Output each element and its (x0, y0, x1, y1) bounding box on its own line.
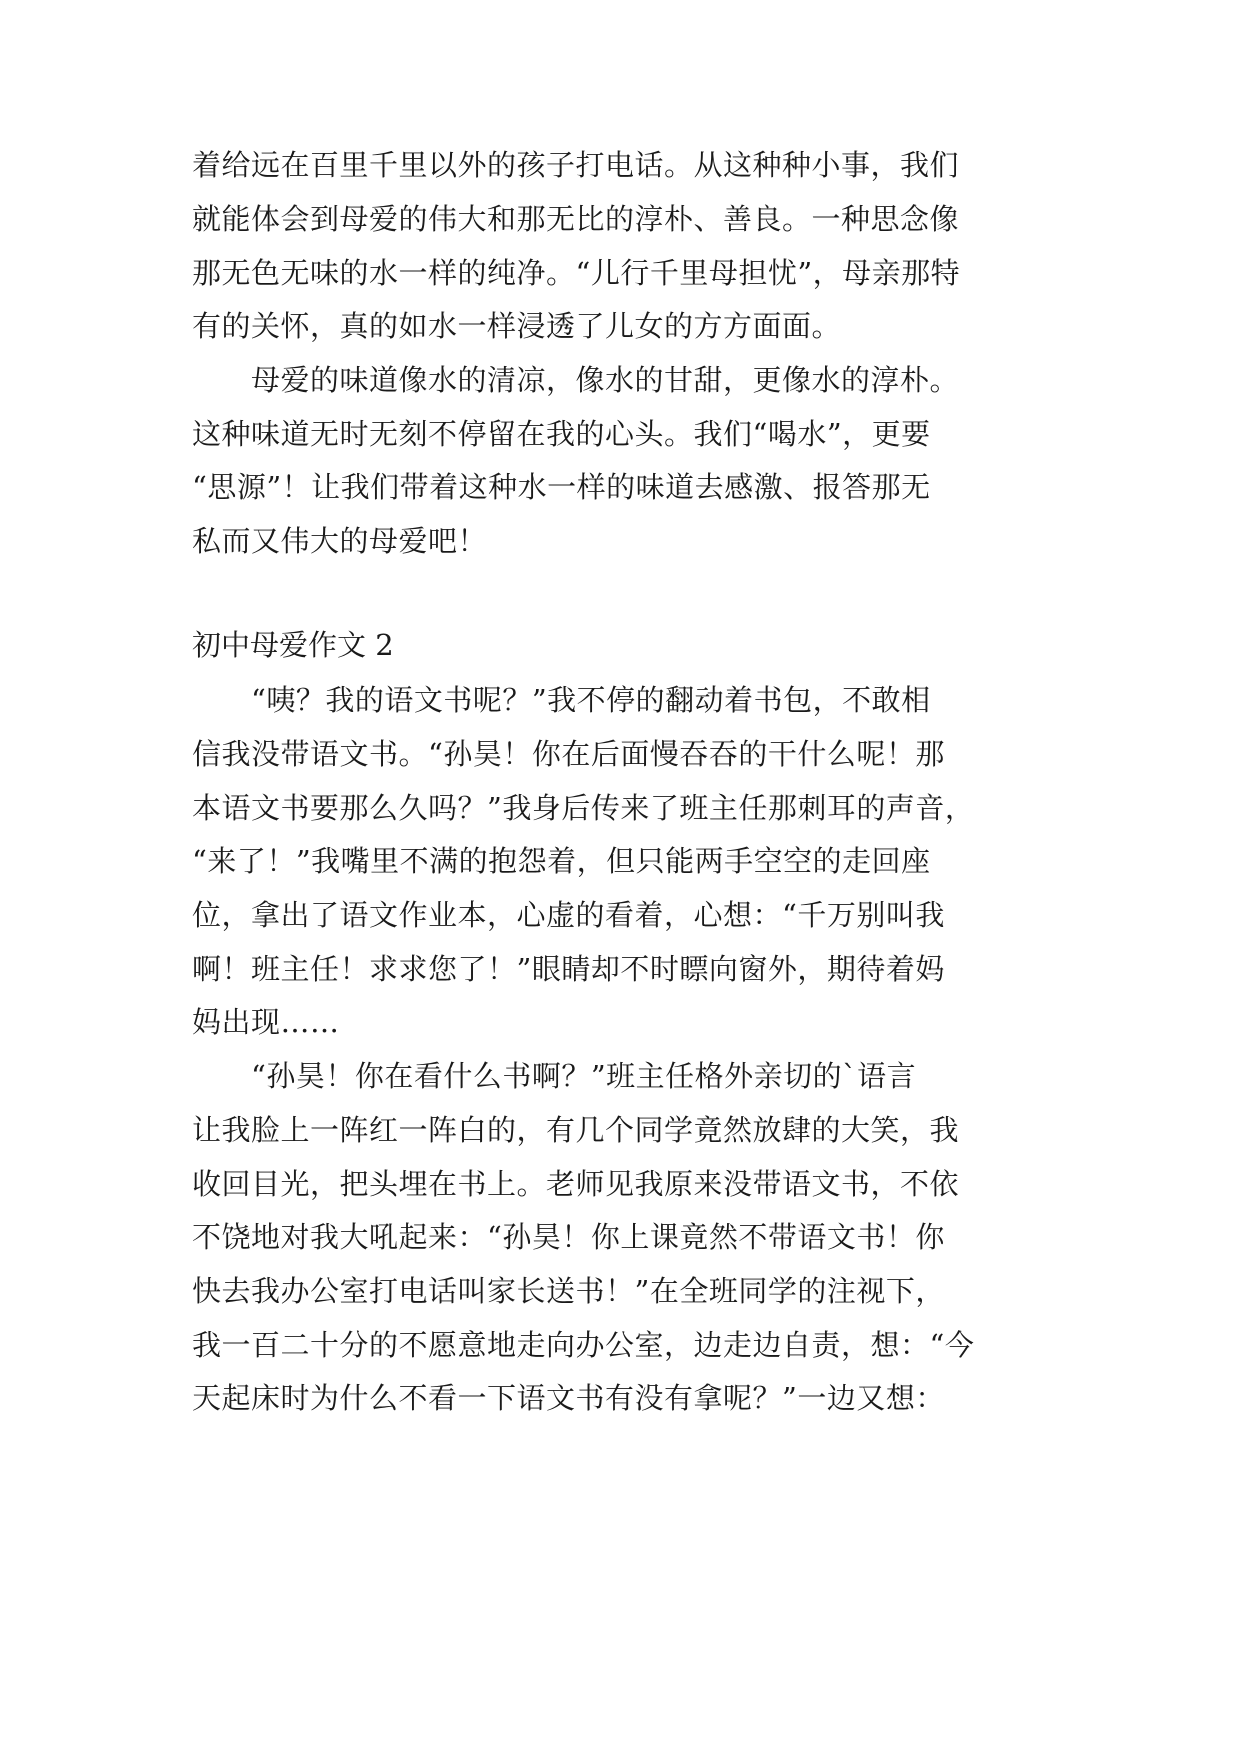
section-1-line-6: 这种味道无时无刻不停留在我的心头。我们“喝水”，更要 (192, 417, 931, 451)
section-1-line-3: 那无色无味的水一样的纯净。“儿行千里母担忧”，母亲那特 (192, 256, 961, 290)
section-2-line-5: 位，拿出了语文作业本，心虚的看着，心想：“千万别叫我 (192, 898, 945, 932)
section-1-line-8: 私而又伟大的母爱吧！ (192, 524, 488, 558)
section-2-line-10: 收回目光，把头埋在书上。老师见我原来没带语文书，不依 (192, 1167, 960, 1201)
section-1-line-5: 母爱的味道像水的清凉，像水的甘甜，更像水的淳朴。 (192, 363, 960, 397)
section-2-line-7: 妈出现…… (192, 1005, 340, 1039)
section-2-line-9: 让我脸上一阵红一阵白的，有几个同学竟然放肆的大笑，我 (192, 1113, 960, 1147)
section-2-line-4: “来了！”我嘴里不满的抱怨着，但只能两手空空的走回座 (192, 844, 931, 878)
essay-heading: 初中母爱作文 2 (192, 628, 394, 662)
section-2-line-12: 快去我办公室打电话叫家长送书！”在全班同学的注视下， (192, 1274, 945, 1308)
section-1-line-1: 着给远在百里千里以外的孩子打电话。从这种种小事，我们 (192, 148, 960, 182)
section-2-line-2: 信我没带语文书。“孙昊！你在后面慢吞吞的干什么呢！那 (192, 737, 945, 771)
section-1-line-2: 就能体会到母爱的伟大和那无比的淳朴、善良。一种思念像 (192, 202, 960, 236)
section-2-line-13: 我一百二十分的不愿意地走向办公室，边走边自责，想：“今 (192, 1328, 975, 1362)
section-2-line-6: 啊！班主任！求求您了！”眼睛却不时瞟向窗外，期待着妈 (192, 952, 945, 986)
section-2-line-8: “孙昊！你在看什么书啊？”班主任格外亲切的`语言 (192, 1059, 917, 1093)
section-1-line-4: 有的关怀，真的如水一样浸透了儿女的方方面面。 (192, 309, 842, 343)
section-2-line-11: 不饶地对我大吼起来：“孙昊！你上课竟然不带语文书！你 (192, 1220, 945, 1254)
section-2-line-14: 天起床时为什么不看一下语文书有没有拿呢？”一边又想： (192, 1381, 945, 1415)
section-1-line-7: “思源”！让我们带着这种水一样的味道去感激、报答那无 (192, 470, 931, 504)
section-2-line-1: “咦？我的语文书呢？”我不停的翻动着书包，不敢相 (192, 683, 931, 717)
section-2-line-3: 本语文书要那么久吗？”我身后传来了班主任那刺耳的声音， (192, 791, 975, 825)
